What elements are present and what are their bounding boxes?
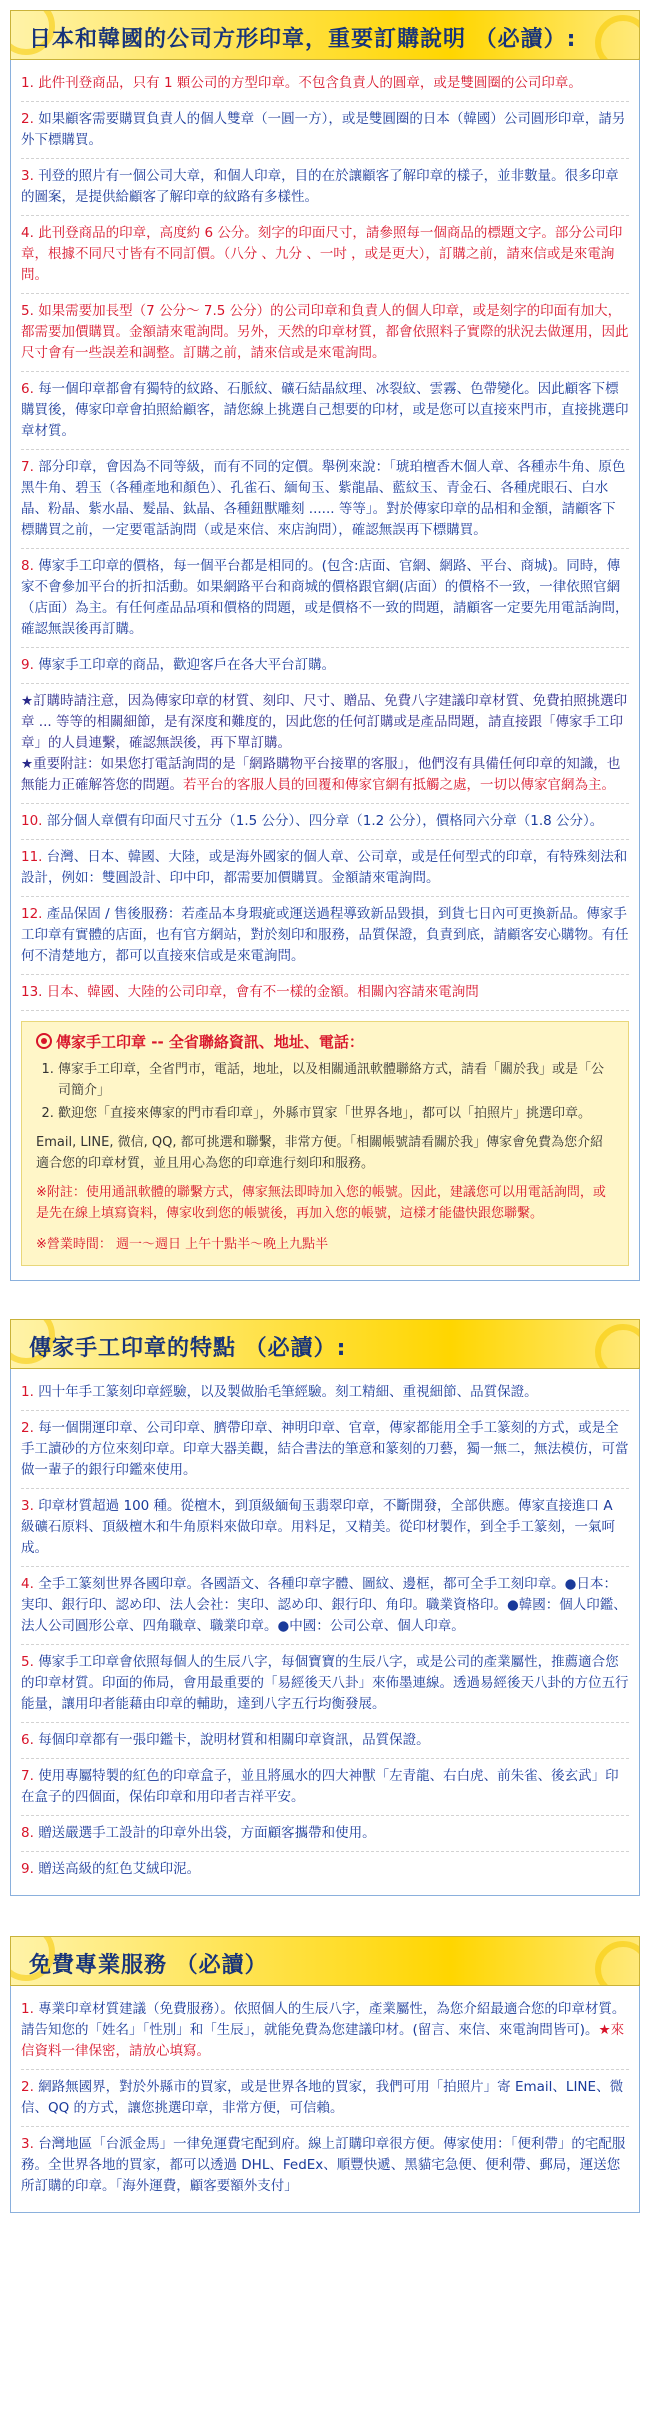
list-item: 10. 部分個人章價有印面尺寸五分（1.5 公分）、四分章（1.2 公分），價格同六分章（1.8 公分）。 (21, 804, 629, 840)
section-body (10, 1986, 640, 2213)
section-order-notes (10, 10, 640, 1281)
section-body (10, 1369, 640, 1896)
list-item: 2. 每一個開運印章、公司印章、臍帶印章、神明印章、官章，傳家都能用全手工篆刻的方式，或是全手工讀砂的方位來刻印章。印章大器美觀，結合書法的筆意和篆刻的刀藝，獨一無二，無法模仿，可當做一輩子的銀行印鑑來使用。 (21, 1411, 629, 1489)
list-item: 12. 產品保固 / 售後服務：若產品本身瑕疵或運送過程導致新品毀損，到貨七日內可更換新品。傳家手工印章有實體的店面，也有官方網站，對於刻印和服務，品質保證，負責到底，請顧客安心購物。有任何不清楚地方，都可以直接來信或是來電詢問。 (21, 897, 629, 975)
list-item: 7. 使用專屬特製的紅色的印章盒子，並且將風水的四大神獸「左青龍、右白虎、前朱雀、後玄武」印在盒子的四個面，保佑印章和用印者吉祥平安。 (21, 1759, 629, 1816)
section-title: 傳家手工印章的特點 （必讀）: (29, 1336, 347, 1361)
list-item: 8. 傳家手工印章的價格，每一個平台都是相同的。(包含:店面、官網、網路、平台、商城)。同時，傳家不會參加平台的折扣活動。如果網路平台和商城的價格跟官網(店面）的價格不一致，一律依照官網（店面）為主。有任何產品品項和價格的問題，或是價格不一致的問題，請顧客一定要先用電話詢問，確認無誤後再訂購。 (21, 549, 629, 648)
section-title: 免費專業服務 （必讀） (29, 1953, 268, 1978)
page (0, 10, 650, 2213)
section-header (10, 1319, 640, 1369)
contact-note: ※附註：使用通訊軟體的聯繫方式，傳家無法即時加入您的帳號。因此，建議您可以用電話詢問，或是先在線上填寫資料，傳家收到您的帳號後，再加入您的帳號，這樣才能儘快跟您聯繫。 (36, 1185, 606, 1221)
header-swirl-decoration-icon (595, 1941, 640, 1986)
list-item: 2. 網路無國界，對於外縣市的買家，或是世界各地的買家，我們可用「拍照片」寄 Email、LINE、微信、QQ 的方式，讓您挑選印章，非常方便，可信賴。 (21, 2070, 629, 2127)
list-item: 2. 如果顧客需要購買負責人的個人雙章（一圓一方），或是雙圓圈的日本（韓國）公司圓形印章，請另外下標購買。 (21, 102, 629, 159)
list-item: 6. 每個印章都有一張印鑑卡，說明材質和相關印章資訊，品質保證。 (21, 1723, 629, 1759)
section-features (10, 1319, 640, 1896)
section-title: 日本和韓國的公司方形印章，重要訂購說明 （必讀）: (29, 27, 577, 52)
business-hours: ※營業時間： 週一～週日 上午十點半～晚上九點半 (36, 1237, 329, 1252)
list-item: 9. 贈送高級的紅色艾絨印泥。 (21, 1861, 201, 1877)
list-item: 3. 刊登的照片有一個公司大章，和個人印章，目的在於讓顧客了解印章的樣子，並非數量。很多印章的圖案，是提供給顧客了解印章的紋路有多樣性。 (21, 159, 629, 216)
section-header (10, 10, 640, 60)
list-item: 2. 歡迎您「直接來傳家的門市看印章」，外縣市買家「世界各地」，都可以「拍照片」挑選印章。 (58, 1103, 614, 1124)
list-item: 5. 如果需要加長型（7 公分～ 7.5 公分）的公司印章和負責人的個人印章，或是刻字的印面有加大，都需要加價購買。金額請來電詢問。另外，天然的印章材質，都會依照料子實際的狀況去做運用，因此尺寸會有一些誤差和調整。訂購之前，請來信或是來電詢問。 (21, 294, 629, 372)
list-item: 8. 贈送嚴選手工設計的印章外出袋，方面顧客攜帶和使用。 (21, 1816, 629, 1852)
list-item: 1. 四十年手工篆刻印章經驗，以及製做胎毛筆經驗。刻工精細、重視細節、品質保證。 (21, 1375, 629, 1411)
contact-info-box (21, 1021, 629, 1266)
list-item: 11. 台灣、日本、韓國、大陸，或是海外國家的個人章、公司章，或是任何型式的印章，有特殊刻法和設計，例如：雙圓設計、印中印，都需要加價購買。金額請來電詢問。 (21, 840, 629, 897)
header-swirl-decoration-icon (595, 15, 640, 60)
list-item: 5. 傳家手工印章會依照每個人的生辰八字，每個寶寶的生辰八字，或是公司的產業屬性，推薦適合您的印章材質。印面的佈局，會用最重要的「易經後天八卦」來佈墨連線。透過易經後天八卦的方位五行能量，讓用印者能藉由印章的輔助，達到八字五行均衡發展。 (21, 1645, 629, 1723)
order-notice: ★訂購時請注意，因為傳家印章的材質、刻印、尺寸、贈品、免費八字建議印章材質、免費拍照挑選印章 ... 等等的相關細節，是有深度和難度的，因此您的任何訂購或是產品問題，請直接跟「傳家手工印章」的人員連繫，確認無誤後，再下單訂購。 ★重要附註：如果您打電話詢問的是「網路購物平台接單的客服」，他們沒有具備任何印章的知識，也無能力正確解答您的問題。若平台的客服人員的回覆和傳家官網有抵觸之處，一切以傳家官網為主。 (21, 684, 629, 804)
section-free-services (10, 1936, 640, 2213)
contact-methods: Email, LINE, 微信, QQ, 都可挑選和聯繫，非常方便。「相關帳號請看關於我」傳家會免費為您介紹適合您的印章材質，並且用心為您的印章進行刻印和服務。 (36, 1135, 604, 1171)
list-item: 9. 傳家手工印章的商品，歡迎客戶在各大平台訂購。 (21, 648, 629, 684)
list-item: 4. 此刊登商品的印章，高度約 6 公分。刻字的印面尺寸，請參照每一個商品的標題文字。部分公司印章，根據不同尺寸皆有不同訂價。（八分 、九分 、一吋 ，或是更大），訂購之前，請來信或是來電詢問。 (21, 216, 629, 294)
list-item: 1. 傳家手工印章，全省門市，電話，地址，以及相關通訊軟體聯絡方式，請看「關於我」或是「公司簡介」 (58, 1059, 614, 1101)
target-icon (36, 1033, 52, 1049)
list-item: 3. 台灣地區「台派金馬」一律免運費宅配到府。線上訂購印章很方便。傳家使用：「便利帶」的宅配服務。全世界各地的買家，都可以透過 DHL、FedEx、順豐快遞、黑貓宅急便、便利帶、郵局，運送您所訂購的印章。「海外運費，顧客要額外支付」 (21, 2136, 626, 2194)
contact-title: 傳家手工印章 -- 全省聯絡資訊、地址、電話： (36, 1032, 614, 1053)
list-item: 3. 印章材質超過 100 種。從檀木，到頂級緬甸玉翡翠印章，不斷開發，全部供應。傳家直接進口 A 級礦石原料、頂級檀木和牛角原料來做印章。用料足，又精美。從印材製作，到全手工篆刻，一氣呵成。 (21, 1489, 629, 1567)
list-item: 13. 日本、韓國、大陸的公司印章，會有不一樣的金額。相關內容請來電詢問 (21, 975, 629, 1011)
header-swirl-decoration-icon (595, 1324, 640, 1369)
section-body (10, 60, 640, 1281)
section-header (10, 1936, 640, 1986)
list-item: 7. 部分印章，會因為不同等級，而有不同的定價。舉例來說：「琥珀檀香木個人章、各種赤牛角、原色黑牛角、碧玉（各種產地和顏色）、孔雀石、緬甸玉、紫龍晶、藍紋玉、青金石、各種虎眼石、白水晶、粉晶、紫水晶、髮晶、鈦晶、各種鈕獸雕刻 ...... 等等」。對於傳家印章的品相和金額，請顧客下標購買之前，一定要電話詢問（或是來信、來店詢問），確認無誤再下標購買。 (21, 450, 629, 549)
list-item: 1. 專業印章材質建議（免費服務）。依照個人的生辰八字，產業屬性，為您介紹最適合您的印章材質。請告知您的「姓名」「性別」和「生辰」，就能免費為您建議印材。(留言、來信、來電詢問皆可)。★來信資料一律保密，請放心填寫。 (21, 1992, 629, 2070)
contact-list (36, 1059, 614, 1124)
list-item: 1. 此件刊登商品，只有 1 顆公司的方型印章。不包含負責人的圓章，或是雙圓圈的公司印章。 (21, 66, 629, 102)
list-item: 4. 全手工篆刻世界各國印章。各國語文、各種印章字體、圖紋、邊框，都可全手工刻印章。●日本：実印、銀行印、認め印、法人会社：実印、認め印、銀行印、角印。職業資格印。●韓國：個人印鑑、法人公司圓形公章、四角職章、職業印章。●中國：公司公章、個人印章。 (21, 1567, 629, 1645)
list-item: 6. 每一個印章都會有獨特的紋路、石脈紋、礦石結晶紋理、冰裂紋、雲霧、色帶變化。因此顧客下標購買後，傳家印章會拍照給顧客，請您線上挑選自己想要的印材，或是您可以直接來門市，直接挑選印章材質。 (21, 372, 629, 450)
